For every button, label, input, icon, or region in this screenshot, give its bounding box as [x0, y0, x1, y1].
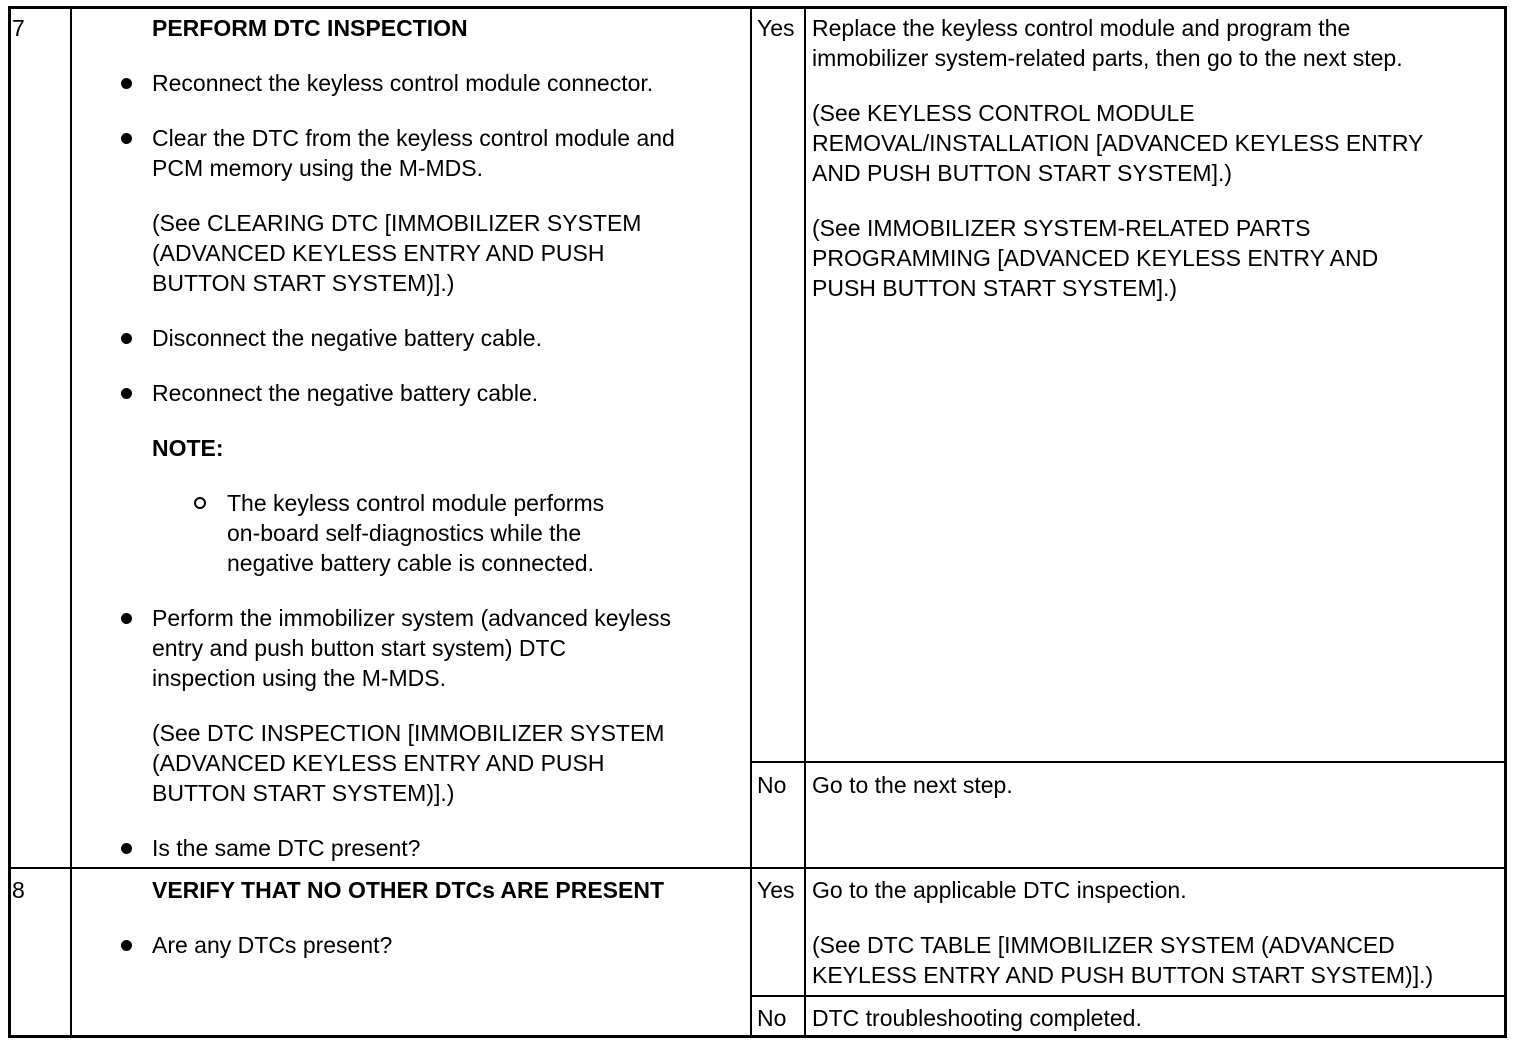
table-border-right [1504, 6, 1507, 1038]
yes-action-text: Replace the keyless control module and program the [812, 15, 1351, 41]
bullet-icon [121, 133, 132, 144]
step-number: 8 [12, 877, 25, 903]
column-divider-action [804, 6, 806, 1038]
answer-no-label: No [757, 772, 787, 798]
row-divider-step7-yes-no [750, 761, 1507, 763]
step-instruction: Disconnect the negative battery cable. [152, 325, 542, 351]
reference-text: KEYLESS ENTRY AND PUSH BUTTON START SYSTEM)].) [812, 962, 1434, 988]
reference-text: (See IMMOBILIZER SYSTEM-RELATED PARTS [812, 215, 1311, 241]
reference-text: PUSH BUTTON START SYSTEM].) [812, 275, 1178, 301]
row-divider-step8-yes-no [750, 995, 1507, 997]
reference-text: (See CLEARING DTC [IMMOBILIZER SYSTEM [152, 210, 642, 236]
bullet-icon [121, 843, 132, 854]
row-divider-step [8, 867, 1507, 869]
reference-text: (ADVANCED KEYLESS ENTRY AND PUSH [152, 240, 605, 266]
answer-yes-label: Yes [757, 15, 795, 41]
step-instruction: PCM memory using the M-MDS. [152, 155, 484, 181]
bullet-icon [121, 388, 132, 399]
reference-text: AND PUSH BUTTON START SYSTEM].) [812, 160, 1233, 186]
step-question: Are any DTCs present? [152, 932, 393, 958]
bullet-icon [121, 78, 132, 89]
step-instruction: Reconnect the keyless control module connector. [152, 70, 654, 96]
reference-text: (See KEYLESS CONTROL MODULE [812, 100, 1195, 126]
reference-text: REMOVAL/INSTALLATION [ADVANCED KEYLESS ENTRY [812, 130, 1424, 156]
column-divider-answer [750, 6, 752, 1038]
table-border-left [8, 6, 11, 1038]
bullet-icon [121, 940, 132, 951]
step-title: PERFORM DTC INSPECTION [152, 15, 468, 41]
answer-yes-label: Yes [757, 877, 795, 903]
yes-action-text: Go to the applicable DTC inspection. [812, 877, 1187, 903]
step-instruction: Clear the DTC from the keyless control module and [152, 125, 675, 151]
column-divider-number [70, 6, 72, 1038]
step-instruction: entry and push button start system) DTC [152, 635, 567, 661]
note-text: on-board self-diagnostics while the [227, 520, 582, 546]
table-border-top [8, 6, 1507, 9]
reference-text: BUTTON START SYSTEM)].) [152, 780, 455, 806]
step-title: VERIFY THAT NO OTHER DTCs ARE PRESENT [152, 877, 665, 903]
step-instruction: inspection using the M-MDS. [152, 665, 447, 691]
step-question: Is the same DTC present? [152, 835, 421, 861]
no-action-text: DTC troubleshooting completed. [812, 1005, 1142, 1031]
reference-text: BUTTON START SYSTEM)].) [152, 270, 455, 296]
step-instruction: Reconnect the negative battery cable. [152, 380, 539, 406]
no-action-text: Go to the next step. [812, 772, 1013, 798]
reference-text: (See DTC TABLE [IMMOBILIZER SYSTEM (ADVANCED [812, 932, 1395, 958]
reference-text: (See DTC INSPECTION [IMMOBILIZER SYSTEM [152, 720, 665, 746]
yes-action-text: immobilizer system-related parts, then go to the next step. [812, 45, 1403, 71]
note-text: negative battery cable is connected. [227, 550, 594, 576]
bullet-icon [121, 333, 132, 344]
circle-bullet-icon [194, 497, 206, 509]
answer-no-label: No [757, 1005, 787, 1031]
note-label: NOTE: [152, 435, 224, 461]
table-border-bottom [8, 1035, 1507, 1038]
bullet-icon [121, 613, 132, 624]
step-number: 7 [12, 15, 25, 41]
step-instruction: Perform the immobilizer system (advanced keyless [152, 605, 671, 631]
reference-text: PROGRAMMING [ADVANCED KEYLESS ENTRY AND [812, 245, 1379, 271]
note-text: The keyless control module performs [227, 490, 605, 516]
reference-text: (ADVANCED KEYLESS ENTRY AND PUSH [152, 750, 605, 776]
